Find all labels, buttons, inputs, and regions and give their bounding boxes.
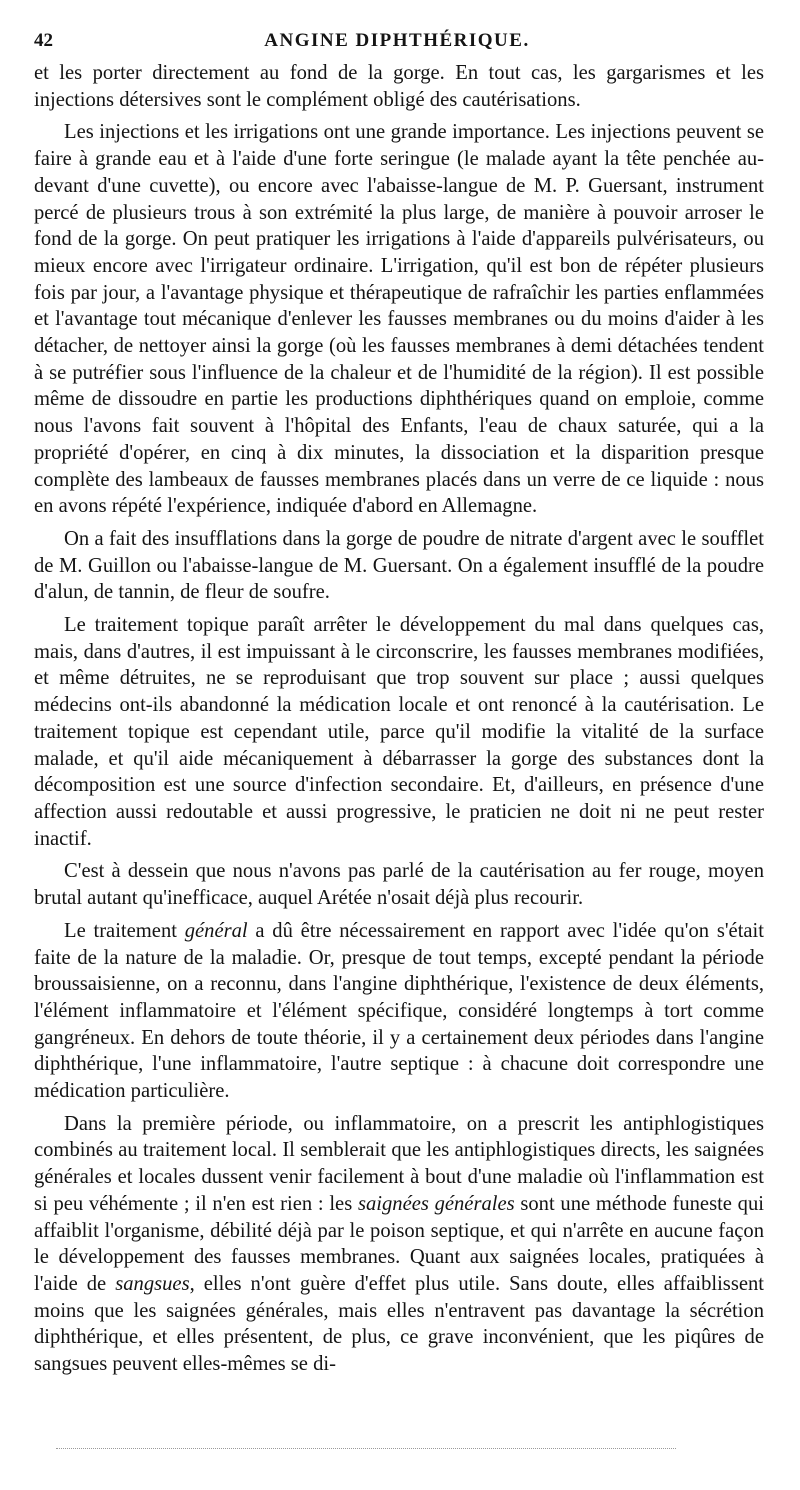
text-run: Le traitement topique paraît arrêter le développement du mal dans quelques cas, mais, dans d'autres, il est impuissant à le circonscrire, les fausses membranes modifiées, et même détruites, ne se reproduisant que trop souvent sur place ; aussi quelques médecins ont-ils abandonné la médication locale et ont renoncé à la cautérisation. Le traitement topique est cependant utile, parce qu'il modifie la vitalité de la surface malade, et qu'il aide mécaniquement à débarrasser la gorge des substances dont la décomposition est une source d'infection secondaire. Et, d'ailleurs, en présence d'une affection aussi redoutable et aussi progressive, le praticien ne doit ni ne peut rester inactif.: [34, 614, 764, 850]
page-header: [34, 26, 760, 56]
paragraph: [34, 60, 764, 113]
italic-text: sangsues: [115, 1272, 190, 1295]
page-number: 42: [34, 30, 53, 51]
italic-text: général: [184, 919, 248, 942]
italic-text: saignées générales: [357, 1192, 515, 1215]
footer-dotted-rule: [56, 1448, 676, 1449]
paragraph: [34, 612, 764, 852]
body-text: [34, 60, 764, 1378]
text-run: Les injections et les irrigations ont une grande importance. Les injections peuvent se faire à grande eau et à l'aide d'une forte seringue (le malade ayant la tête penchée au-devant d'une cuvette), ou encore avec l'abaisse-langue de M. P. Guersant, instrument percé de plusieurs trous à son extrémité la plus large, de manière à pouvoir arroser le fond de la gorge. On peut pratiquer les irrigations à l'aide d'appareils pulvérisateurs, ou mieux encore avec l'irrigateur ordinaire. L'irrigation, qu'il est bon de répéter plusieurs fois par jour, a l'avantage physique et thérapeutique de rafraîchir les parties enflammées et l'avantage tout mécanique d'enlever les fausses membranes ou du moins d'aider à les détacher, de nettoyer ainsi la gorge (où les fausses membranes à demi détachées tendent à se putréfier sous l'influence de la chaleur et de l'humidité de la région). Il est possible même de dissoudre en partie les productions diphthériques quand on emploie, comme nous l'avons fait souvent à l'hôpital des Enfants, l'eau de chaux saturée, qui a la propriété d'opérer, en cinq à dix minutes, la dissociation et la disparition presque complète des lambeaux de fausses membranes placés dans un verre de ce liquide : nous en avons répété l'expérience, indiquée d'abord en Allemagne.: [34, 121, 764, 518]
paragraph: [34, 858, 764, 911]
text-run: sont une méthode funeste qui affaiblit l'organisme, débilité déjà par le poison septique, et qui n'arrête en aucune façon le développement des fausses membranes. Quant aux saignées locales, pratiquées à l'aide de: [34, 1192, 764, 1295]
paragraph: [34, 918, 764, 1105]
text-run: On a fait des insufflations dans la gorge de poudre de nitrate d'argent avec le soufflet de M. Guillon ou l'abaisse-langue de M. Guersant. On a également insufflé de la poudre d'alun, de tannin, de fleur de soufre.: [34, 527, 764, 604]
text-run: Dans la première période, ou inflammatoire, on a prescrit les antiphlogistiques combinés au traitement local. Il semblerait que les antiphlogistiques directs, les saignées générales et locales dussent venir facilement à bout d'une maladie où l'inflammation est si peu véhémente ; il n'en est rien : les: [34, 1112, 764, 1215]
text-run: a dû être nécessairement en rapport avec l'idée qu'on s'était faite de la nature de la maladie. Or, presque de tout temps, excepté pendant la période broussaisienne, on a reconnu, dans l'angine diphthérique, l'existence de deux éléments, l'élément inflammatoire et l'élément spécifique, considéré longtemps à tort comme gangréneux. En dehors de toute théorie, il y a certainement deux périodes dans l'angine diphthérique, l'une inflammatoire, l'autre septique : à chacune doit correspondre une médication particulière.: [34, 919, 764, 1103]
text-run: et les porter directement au fond de la gorge. En tout cas, les gargarismes et les injections détersives sont le complément obligé des cautérisations.: [34, 62, 764, 111]
text-run: Le traitement: [64, 919, 185, 942]
running-head: ANGINE DIPHTHÉRIQUE.: [264, 30, 530, 51]
paragraph: [34, 119, 764, 520]
text-run: , elles n'ont guère d'effet plus utile. Sans doute, elles affaiblissent moins que les saignées générales, mais elles n'entravent pas davantage la sécrétion diphthérique, et elles présentent, de plus, ce grave inconvénient, que les piqûres de sangsues peuvent elles-mêmes se di-: [34, 1272, 764, 1376]
text-run: C'est à dessein que nous n'avons pas parlé de la cautérisation au fer rouge, moyen brutal autant qu'inefficace, auquel Arétée n'osait déjà plus recourir.: [34, 860, 764, 910]
paragraph: [34, 1111, 764, 1378]
paragraph: [34, 526, 764, 606]
